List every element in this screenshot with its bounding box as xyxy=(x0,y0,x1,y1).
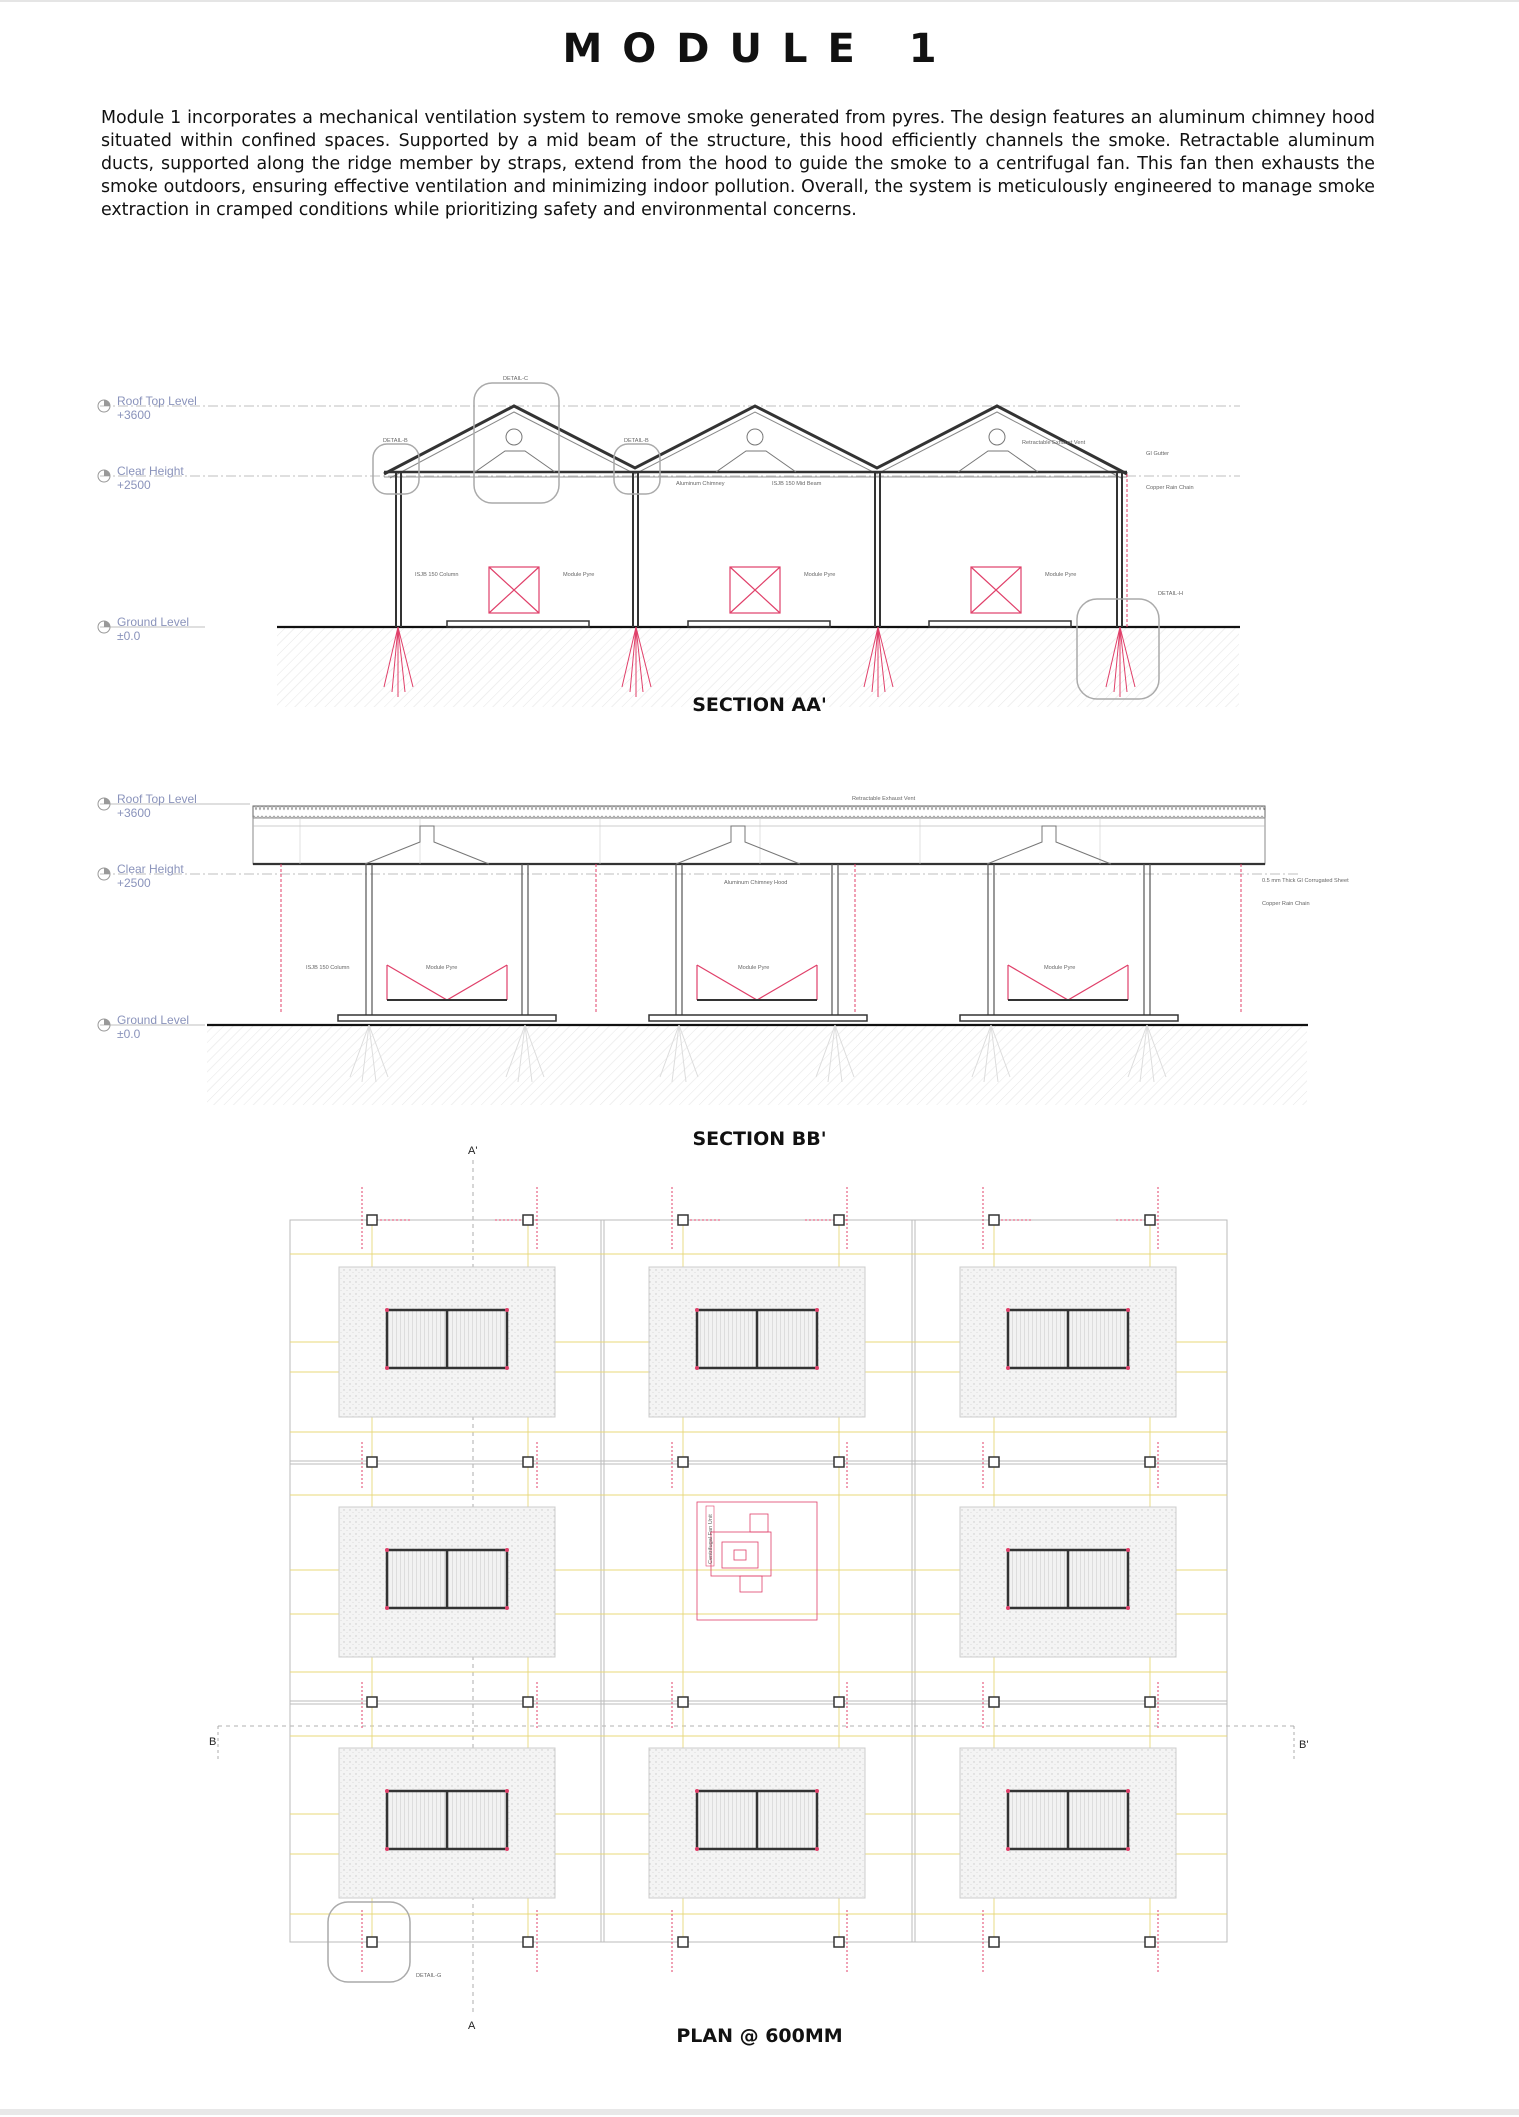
marker-b-left: B xyxy=(209,1736,217,1748)
ground-level-marker-bb xyxy=(98,1013,189,1041)
corrugated-roof xyxy=(253,806,1265,818)
level-label: Clear Height xyxy=(117,862,184,876)
level-value: +2500 xyxy=(117,876,151,890)
note-chimney-hood: Aluminum Chimney Hood xyxy=(724,880,788,886)
note-detail-c: DETAIL-C xyxy=(503,376,529,382)
note-detail-g: DETAIL-G xyxy=(416,1973,442,1979)
section-bb-caption: SECTION BB' xyxy=(692,1128,827,1150)
level-label: Ground Level xyxy=(117,1013,190,1027)
note-retractable-vent: Retractable Exhaust Vent xyxy=(1022,440,1086,446)
note-corrugated-sheet: 0.5 mm Thick GI Corrugated Sheet xyxy=(1262,878,1349,884)
note-aluminum-chimney: Aluminum Chimney xyxy=(676,481,725,487)
centrifugal-fan-unit xyxy=(697,1502,817,1620)
level-value: ±0.0 xyxy=(117,629,141,643)
note-mid-beam: ISJB 150 Mid Beam xyxy=(772,481,822,487)
plan-platform xyxy=(649,1748,865,1898)
plan-platform xyxy=(960,1507,1176,1657)
pyres-bb xyxy=(338,965,1178,1021)
note-detail-h: DETAIL-H xyxy=(1158,591,1184,597)
clear-height-marker-aa xyxy=(98,464,184,492)
level-value: +2500 xyxy=(117,478,151,492)
plan xyxy=(209,1145,1308,2032)
note-detail-b: DETAIL-B xyxy=(383,438,408,444)
level-value: +3600 xyxy=(117,408,151,422)
plan-platform xyxy=(649,1267,865,1417)
roof-top-level-marker-bb xyxy=(98,792,197,820)
note-copper-rain-chain: Copper Rain Chain xyxy=(1146,485,1194,491)
note-pyre: Module Pyre xyxy=(1045,572,1077,578)
note-gi-gutter: GI Gutter xyxy=(1146,451,1170,457)
level-value: ±0.0 xyxy=(117,1027,141,1041)
columns-bb xyxy=(366,864,1150,1015)
note-column: ISJB 150 Column xyxy=(306,965,350,971)
clear-height-marker-bb xyxy=(98,862,184,890)
level-label: Ground Level xyxy=(117,615,190,629)
roof-truss-zone xyxy=(253,818,1265,864)
plan-platform xyxy=(339,1267,555,1417)
section-aa-caption: SECTION AA' xyxy=(692,694,827,716)
note-detail-b: DETAIL-B xyxy=(624,438,649,444)
level-value: +3600 xyxy=(117,806,151,820)
plan-platform xyxy=(339,1748,555,1898)
note-pyre: Module Pyre xyxy=(1044,965,1076,971)
marker-b-right: B' xyxy=(1299,1739,1309,1751)
ground-level-marker-aa xyxy=(98,615,189,643)
note-pyre: Module Pyre xyxy=(804,572,836,578)
columns-aa xyxy=(396,472,1122,627)
section-aa xyxy=(98,376,1240,707)
note-column: ISJB 150 Column xyxy=(415,572,459,578)
note-pyre: Module Pyre xyxy=(426,965,458,971)
note-retractable-vent: Retractable Exhaust Vent xyxy=(852,796,916,802)
plan-platform xyxy=(339,1507,555,1657)
section-bb xyxy=(98,792,1349,1105)
rain-chains-bb xyxy=(281,864,1241,1012)
plan-platform xyxy=(960,1267,1176,1417)
plan-caption: PLAN @ 600MM xyxy=(676,2025,843,2047)
sheet-title: MODULE 1 xyxy=(562,26,957,72)
chimney-hoods-bb xyxy=(365,826,1111,864)
plan-platform xyxy=(960,1748,1176,1898)
marker-a-top: A' xyxy=(468,1145,478,1157)
fan-label: Centrifugal Fan Unit xyxy=(708,1514,714,1564)
note-pyre: Module Pyre xyxy=(563,572,595,578)
technical-drawing xyxy=(0,2,1519,2117)
level-label: Clear Height xyxy=(117,464,184,478)
marker-a-bottom: A xyxy=(468,2020,476,2032)
level-label: Roof Top Level xyxy=(117,792,197,806)
level-label: Roof Top Level xyxy=(117,394,197,408)
pyres-aa xyxy=(447,567,1071,627)
roof-profile xyxy=(384,406,1127,474)
roof-top-level-marker-aa xyxy=(98,394,197,422)
intro-paragraph: Module 1 incorporates a mechanical ventilation system to remove smoke generated from pyres. The design features an aluminum chimney hood situated within confined spaces. Supported by a mid beam of the structure, this hood efficiently channels the smoke. Retractable aluminum ducts, supported along the ridge member by straps, extend from the hood to guide the smoke to a centrifugal fan. This fan then exhausts the smoke outdoors, ensuring effective ventilation and minimizing indoor pollution. Overall, the system is meticulously engineered to manage smoke extraction in cramped conditions while prioritizing safety and environmental concerns. xyxy=(101,108,1375,220)
note-pyre: Module Pyre xyxy=(738,965,770,971)
note-copper-rain-chain: Copper Rain Chain xyxy=(1262,901,1310,907)
